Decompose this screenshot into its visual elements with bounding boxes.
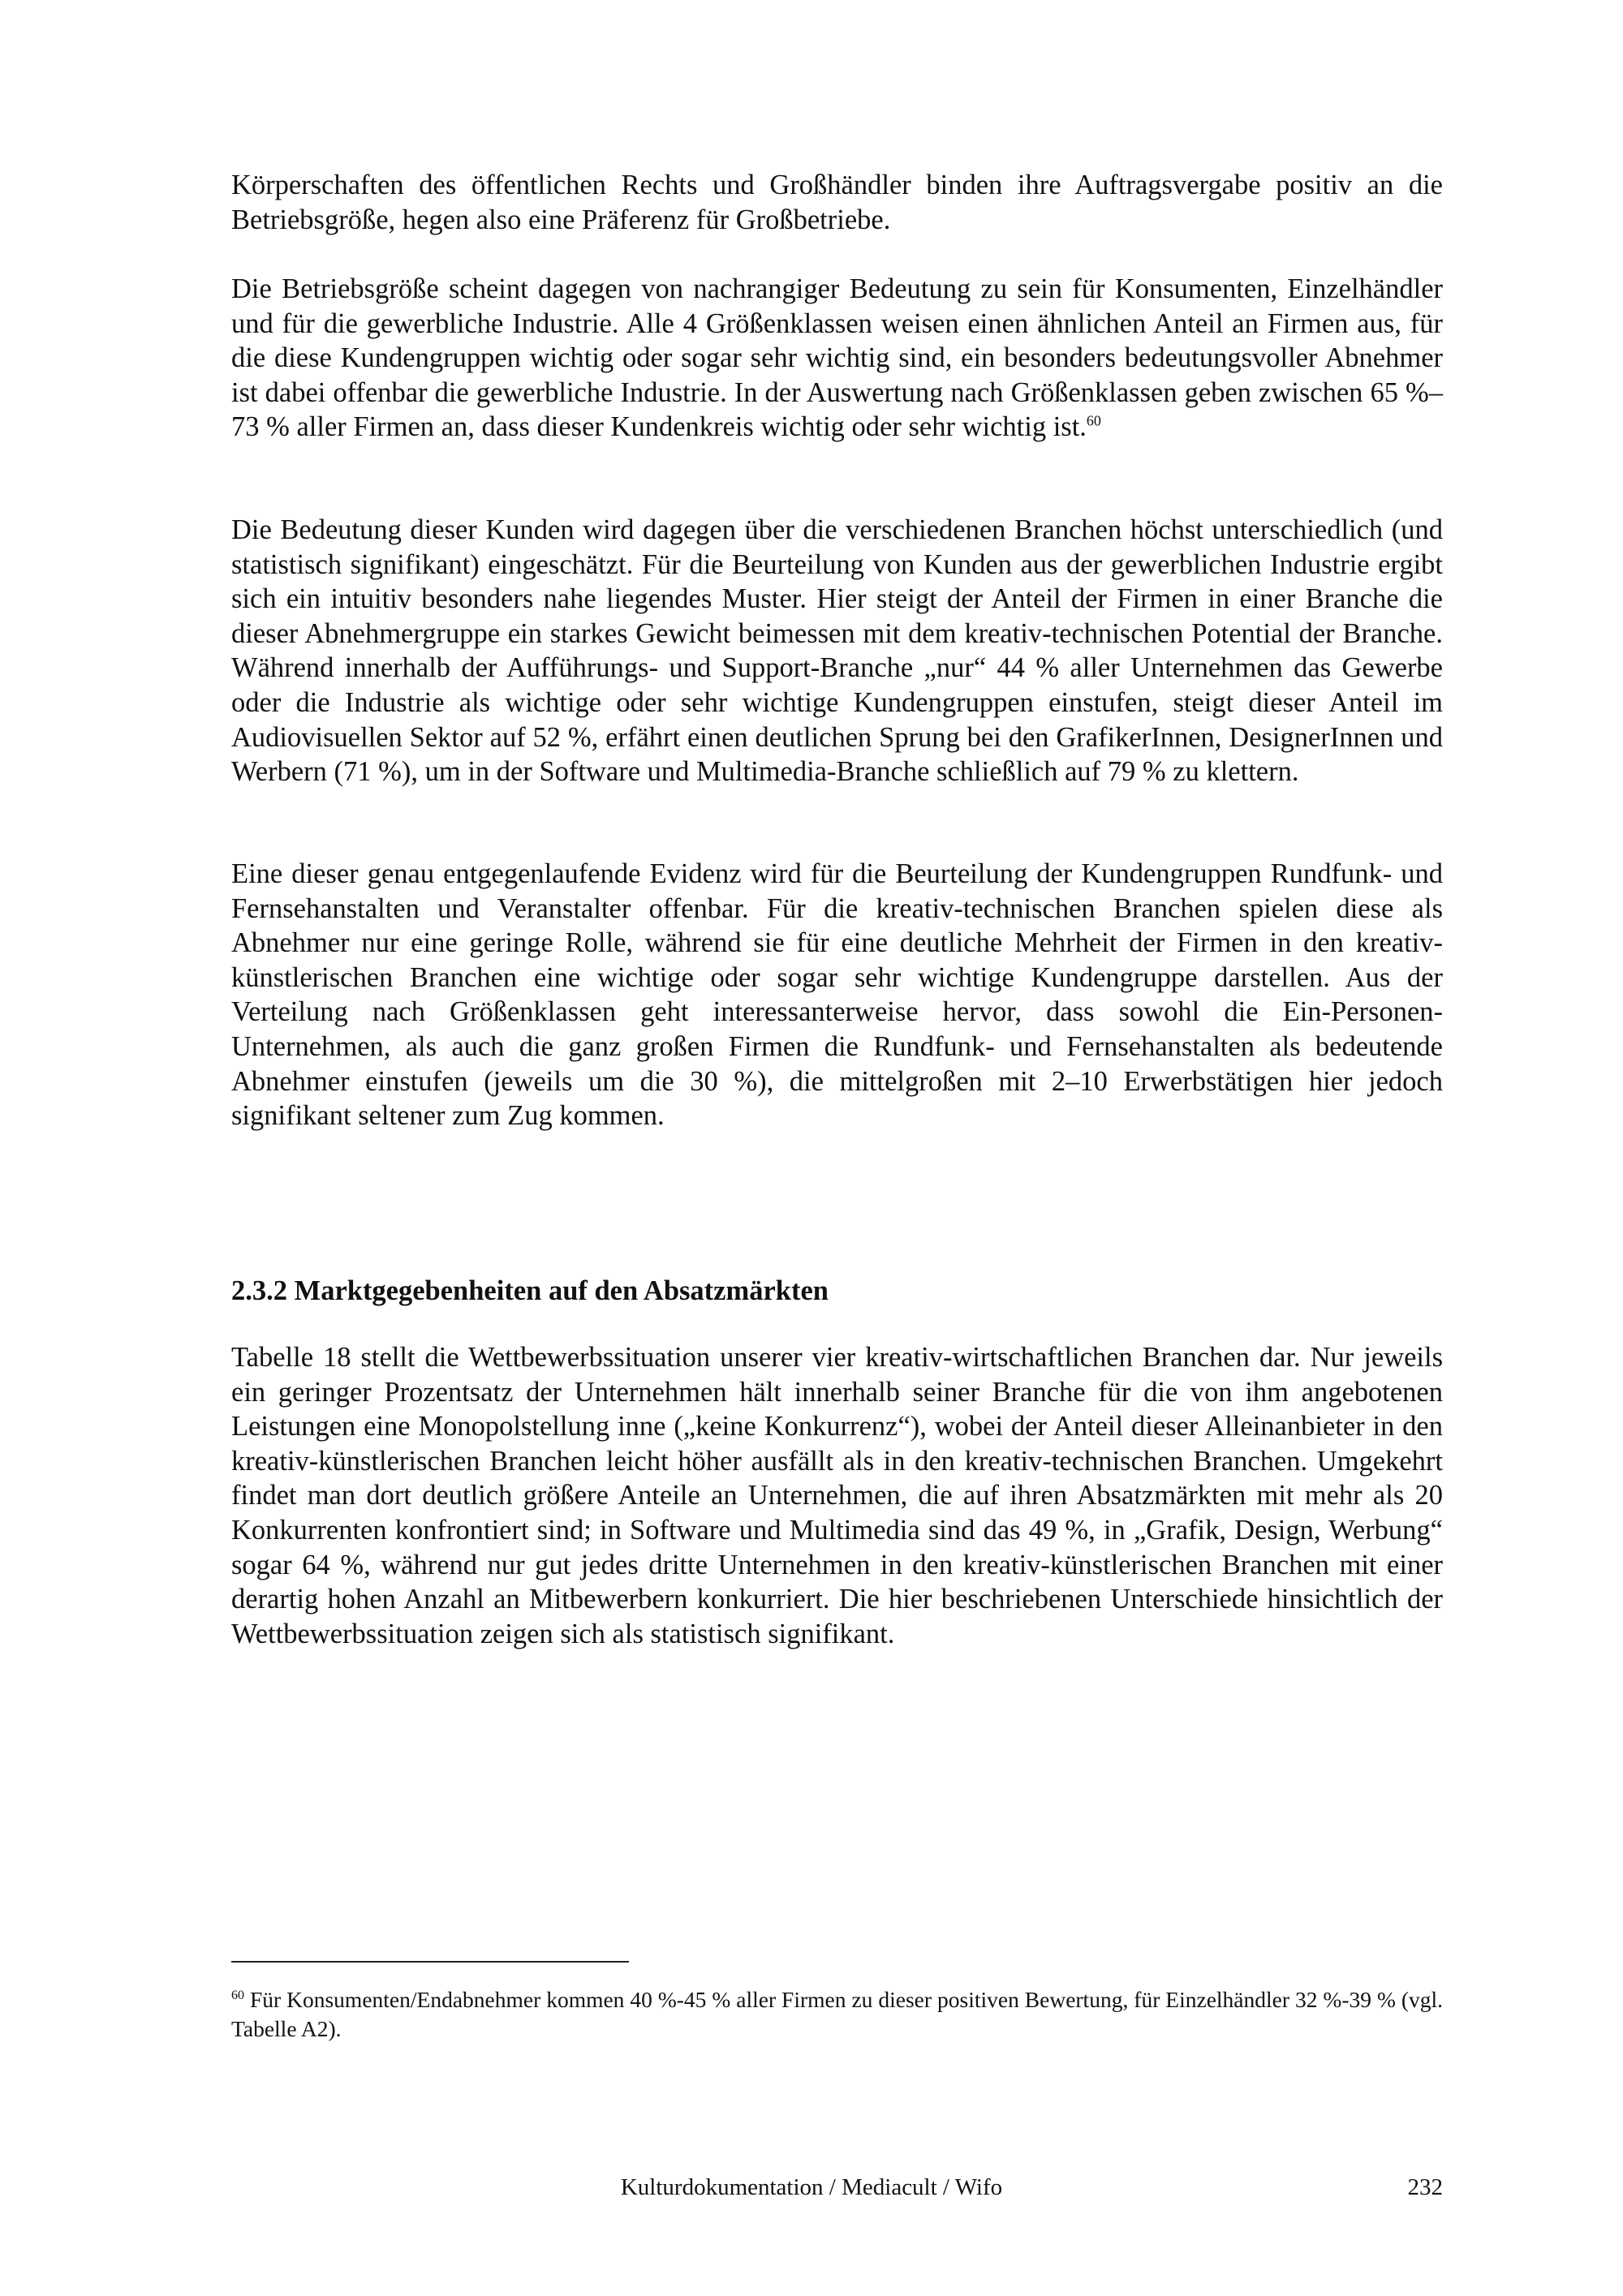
paragraph-1-text: Körperschaften des öffentlichen Rechts und Großhändler binden ihre Auftragsvergabe positiv an die Betriebsgröße, hegen also eine Präferenz für Großbetriebe. — [231, 170, 1443, 235]
paragraph-4-text: Eine dieser genau entgegenlaufende Evidenz wird für die Beurteilung der Kundengruppen Rundfunk- und Fernsehanstalten und Veranstalter offenbar. Für die kreativ-technischen Branchen spielen diese als Abnehmer nur eine geringe Rolle, während sie für eine deutliche Mehrheit der Firmen in den kreativ-künstlerischen Branchen eine wichtige oder sogar sehr wichtige Kundengruppe darstellen. Aus der Verteilung nach Größenklassen geht interessanterweise hervor, dass sowohl die Ein-Personen-Unternehmen, als auch die ganz großen Firmen die Rundfunk- und Fernsehanstalten als bedeutende Abnehmer einstufen (jeweils um die 30 %), die mittelgroßen mit 2–10 Erwerbstätigen hier jedoch signifikant seltener zum Zug kommen. — [231, 858, 1443, 1132]
footnote-reference[interactable]: 60 — [1086, 412, 1101, 429]
paragraph-3 — [231, 513, 1443, 789]
paragraph-2 — [231, 272, 1443, 445]
paragraph-2-text: Die Betriebsgröße scheint dagegen von nachrangiger Bedeutung zu sein für Konsumenten, Einzelhändler und für die gewerbliche Industrie. Alle 4 Größenklassen weisen einen ähnlichen Anteil an Firmen aus, für die diese Kundengruppen wichtig oder sogar sehr wichtig sind, ein besonders bedeutungsvoller Abnehmer ist dabei offenbar die gewerbliche Industrie. In der Auswertung nach Größenklassen geben zwischen 65 %–73 % aller Firmen an, dass dieser Kundenkreis wichtig oder sehr wichtig ist. — [231, 273, 1443, 443]
paragraph-5 — [231, 1340, 1443, 1651]
paragraph-1 — [231, 168, 1443, 237]
footnote-number: 60 — [231, 1988, 244, 2002]
footer-source: Kulturdokumentation / Mediacult / Wifo — [620, 2174, 1003, 2200]
paragraph-4 — [231, 857, 1443, 1133]
footnote-text: Für Konsumenten/Endabnehmer kommen 40 %-45 % aller Firmen zu dieser positiven Bewertung, für Einzelhändler 32 %-39 % (vgl. Tabelle A2). — [231, 1987, 1443, 2041]
footnote-separator — [231, 1961, 629, 1963]
paragraph-3-text: Die Bedeutung dieser Kunden wird dagegen über die verschiedenen Branchen höchst unterschiedlich (und statistisch signifikant) eingeschätzt. Für die Beurteilung von Kunden aus der gewerblichen Industrie ergibt sich ein intuitiv besonders nahe liegendes Muster. Hier steigt der Anteil der Firmen in einer Branche die dieser Abnehmergruppe ein starkes Gewicht beimessen mit dem kreativ-technischen Potential der Branche. Während innerhalb der Aufführungs- und Support-Branche „nur“ 44 % aller Unternehmen das Gewerbe oder die Industrie als wichtige oder sehr wichtige Kundengruppen einstufen, steigt dieser Anteil im Audiovisuellen Sektor auf 52 %, erfährt einen deutlichen Sprung bei den GrafikerInnen, DesignerInnen und Werbern (71 %), um in der Software und Multimedia-Branche schließlich auf 79 % zu klettern. — [231, 514, 1443, 788]
footnote — [231, 1985, 1443, 2044]
paragraph-2-body — [231, 272, 1443, 445]
section-heading: 2.3.2 Marktgegebenheiten auf den Absatzmärkten — [231, 1275, 829, 1306]
paragraph-5-text: Tabelle 18 stellt die Wettbewerbssituation unserer vier kreativ-wirtschaftlichen Branchen dar. Nur jeweils ein geringer Prozentsatz der Unternehmen hält innerhalb seiner Branche für die von ihm angebotenen Leistungen eine Monopolstellung inne („keine Konkurrenz“), wobei der Anteil dieser Alleinanbieter in den kreativ-künstlerischen Branchen leicht höher ausfällt als in den kreativ-technischen Branchen. Umgekehrt findet man dort deutlich größere Anteile an Unternehmen, die auf ihren Absatzmärkten mit mehr als 20 Konkurrenten konfrontiert sind; in Software und Multimedia sind das 49 %, in „Grafik, Design, Werbung“ sogar 64 %, während nur gut jedes dritte Unternehmen in den kreativ-künstlerischen Branchen mit einer derartig hohen Anzahl an Mitbewerbern konkurriert. Die hier beschriebenen Unterschiede hinsichtlich der Wettbewerbssituation zeigen sich als statistisch signifikant. — [231, 1342, 1443, 1649]
page-number: 232 — [1407, 2174, 1443, 2200]
